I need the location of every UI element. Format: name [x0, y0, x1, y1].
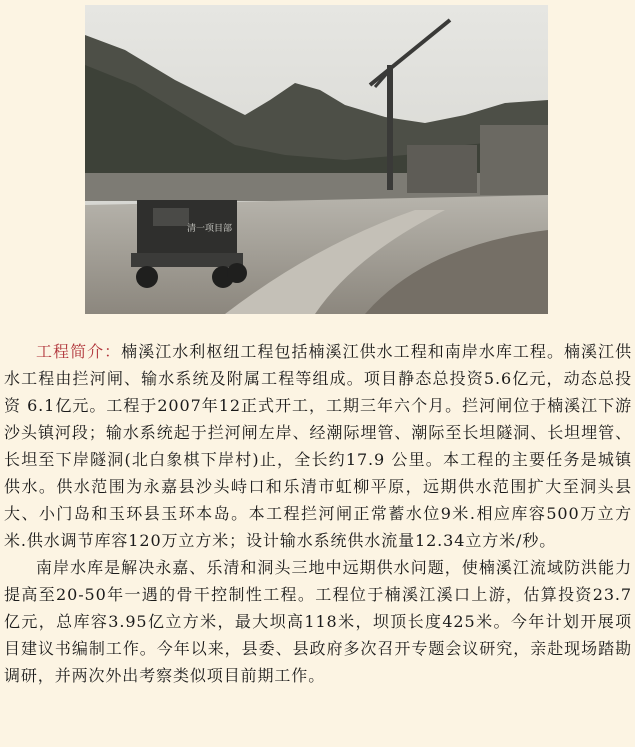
dam-structure [407, 145, 477, 193]
section-heading: 工程简介： [36, 342, 122, 361]
paragraph-1-text: 楠溪江水利枢纽工程包括楠溪江供水工程和南岸水库工程。楠溪江供水工程由拦河闸、输水系统及附属工程等组成。项目静态总投资5.6亿元，动态总投资 6.1亿元。工程于2007年12正式开工，工期三年六个月。拦河闸位于楠溪江下游沙头镇河段；输水系统起于拦河闸左岸、经潮际埋管、潮际至长坦隧洞、长坦埋管、长坦至下岸隧洞(北白象棋下岸村)止，全长约17.9 公里。本工程的主要任务是城镇供水。供水范围为永嘉县沙头峙口和乐清市虹柳平原，远期供水范围扩大至洞头县大、小门岛和玉环县玉环本岛。本工程拦河闸正常蓄水位9米.相应库容500万立方米.供水调节库容120万立方米；设计输水系统供水流量12.34立方米/秒。 [4, 342, 632, 550]
construction-site-illustration [85, 5, 548, 314]
paragraph-reservoir: 南岸水库是解决永嘉、乐清和洞头三地中远期供水问题，使楠溪江流域防洪能力提高至20-50年一遇的骨干控制性工程。工程位于楠溪江溪口上游，估算投资23.7亿元，总库容3.95亿立方米，最大坝高118米，坝顶长度425米。今年计划开展项目建议书编制工作。今年以来，县委、县政府多次召开专题会议研究，亲赴现场踏勘调研，并两次外出考察类似项目前期工作。 [4, 558, 632, 685]
article-body [4, 338, 632, 689]
truck-sign: 清一项目部 [187, 224, 233, 234]
construction-site-photo [85, 5, 548, 314]
sluice-gate-building [480, 125, 548, 195]
paragraph-project-overview [4, 338, 632, 554]
